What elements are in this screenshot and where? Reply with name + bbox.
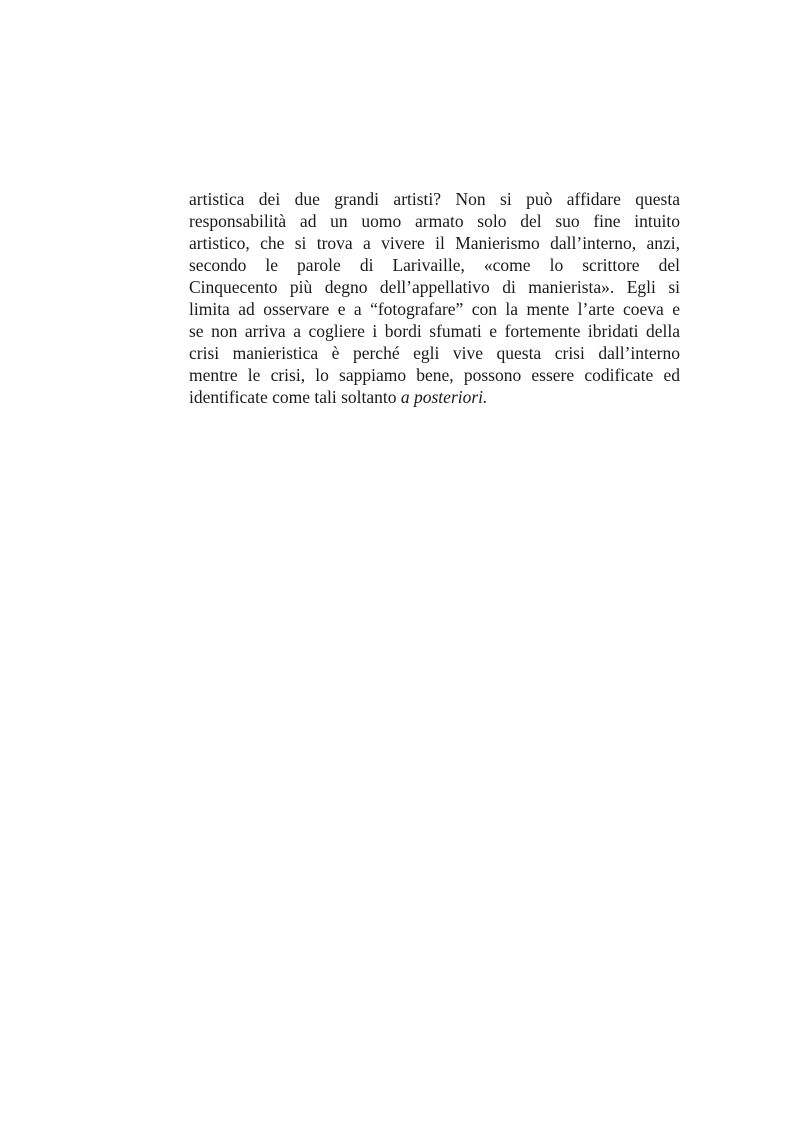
paragraph-line: mentre le crisi, lo sappiamo bene, possono essere codificate ed [189,365,680,385]
paragraph-line: Cinquecento più degno dell’appellativo di manierista». Egli si [189,277,680,297]
paragraph-line: se non arriva a cogliere i bordi sfumati e fortemente ibridati della [189,321,680,341]
paragraph-line: crisi manieristica è perché egli vive questa crisi dall’interno [189,343,680,363]
paragraph-last-line [189,386,680,408]
paragraph-line: artistica dei due grandi artisti? Non si può affidare questa [189,189,680,209]
paragraph-line: responsabilità ad un uomo armato solo del suo fine intuito [189,211,680,231]
last-line-text: identificate come tali soltanto [189,387,401,407]
italic-phrase: a posteriori. [400,387,488,407]
paragraph-line: artistico, che si trova a vivere il Manierismo dall’interno, anzi, [189,233,680,253]
paragraph-line: limita ad osservare e a “fotografare” con la mente l’arte coeva e [189,299,680,319]
paragraph-line: secondo le parole di Larivaille, «come lo scrittore del [189,255,680,275]
body-paragraph [189,188,680,408]
